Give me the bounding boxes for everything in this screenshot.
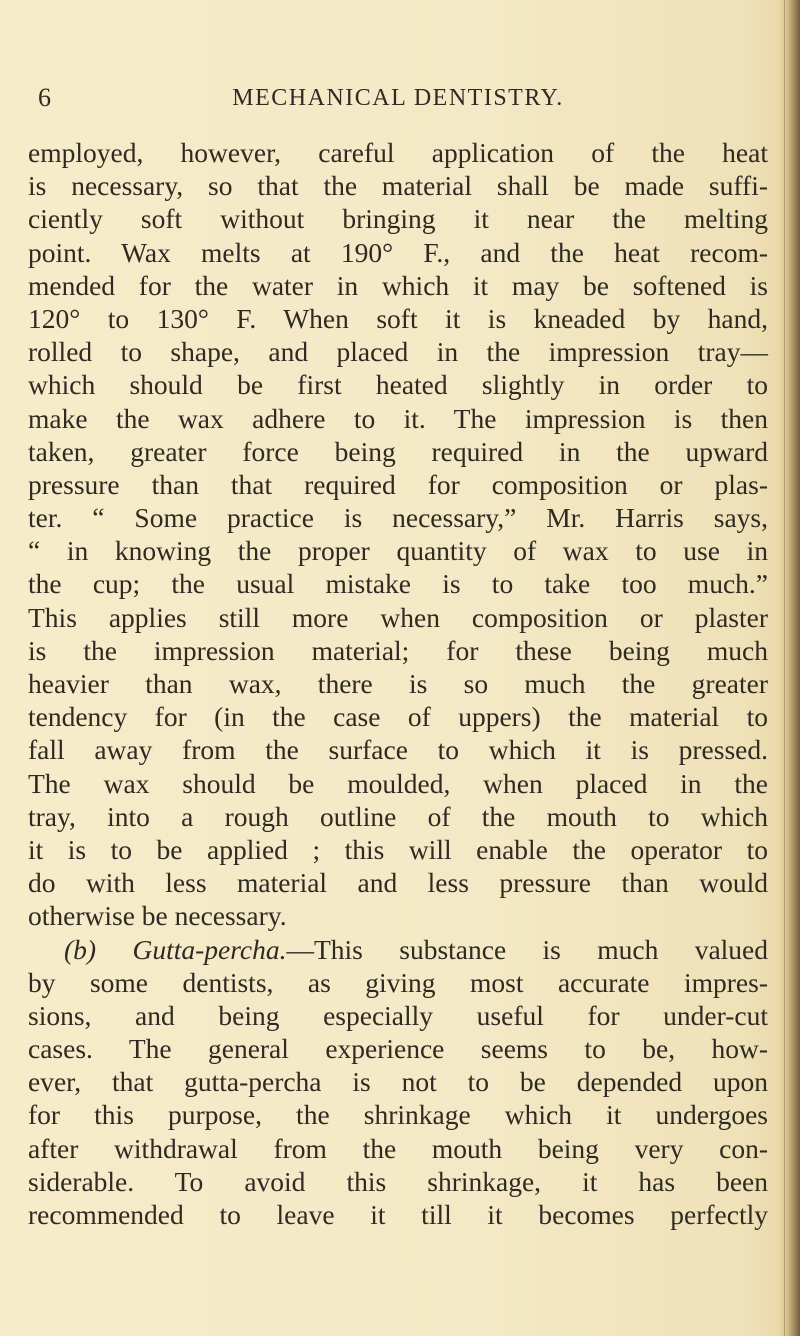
page-edge <box>778 0 800 1336</box>
text-line: the cup; the usual mistake is to take too much.” <box>28 568 768 600</box>
text-line: by some dentists, as giving most accurate impres- <box>28 966 768 998</box>
text-line: employed, however, careful application of the heat <box>28 137 768 168</box>
section-term: Gutta-percha. <box>132 933 287 965</box>
text-line: is the impression material; for these being much <box>28 634 768 666</box>
text-line: do with less material and less pressure than would <box>28 867 768 899</box>
body-text <box>28 136 768 1231</box>
text-line: ciently soft without bringing it near the melting <box>28 203 768 235</box>
text-line: sions, and being especially useful for under-cut <box>28 999 768 1031</box>
text-line: after withdrawal from the mouth being very con- <box>28 1132 768 1164</box>
text-line: taken, greater force being required in the upward <box>28 435 768 467</box>
paragraph-opening-line <box>28 933 768 966</box>
text-line: This applies still more when composition or plaster <box>28 601 768 633</box>
text-line: is necessary, so that the material shall be made suffi- <box>28 170 768 202</box>
running-title: MECHANICAL DENTISTRY. <box>232 85 564 111</box>
section-marker: (b) <box>64 933 97 965</box>
paragraph-opening-text: —This substance is much valued <box>286 933 769 965</box>
text-line: which should be first heated slightly in order to <box>28 369 768 401</box>
text-line: for this purpose, the shrinkage which it undergoes <box>28 1099 768 1131</box>
text-line: rolled to shape, and placed in the impression tray— <box>28 336 768 368</box>
text-line: ter. “ Some practice is necessary,” Mr. Harris says, <box>28 502 768 534</box>
text-line: siderable. To avoid this shrinkage, it has been <box>28 1165 768 1197</box>
text-line: “ in knowing the proper quantity of wax to use in <box>28 535 768 567</box>
page-header <box>28 83 768 119</box>
page-number: 6 <box>38 83 51 112</box>
text-line: cases. The general experience seems to be, how- <box>28 1033 768 1065</box>
text-line: fall away from the surface to which it is pressed. <box>28 734 768 766</box>
text-line: recommended to leave it till it becomes perfectly <box>28 1199 768 1230</box>
text-line: tendency for (in the case of uppers) the material to <box>28 701 768 733</box>
text-line: The wax should be moulded, when placed in the <box>28 767 768 799</box>
text-line: 120° to 130° F. When soft it is kneaded by hand, <box>28 302 768 334</box>
text-line: it is to be applied ; this will enable the operator to <box>28 833 768 865</box>
text-line: mended for the water in which it may be softened is <box>28 269 768 301</box>
text-line: ever, that gutta-percha is not to be depended upon <box>28 1066 768 1098</box>
text-line: tray, into a rough outline of the mouth to which <box>28 800 768 832</box>
text-line: pressure than that required for composition or plas- <box>28 468 768 500</box>
text-line: point. Wax melts at 190° F., and the heat recom- <box>28 236 768 268</box>
text-line: heavier than wax, there is so much the greater <box>28 668 768 699</box>
text-line: otherwise be necessary. <box>28 900 287 932</box>
text-line: make the wax adhere to it. The impression is then <box>28 402 768 434</box>
